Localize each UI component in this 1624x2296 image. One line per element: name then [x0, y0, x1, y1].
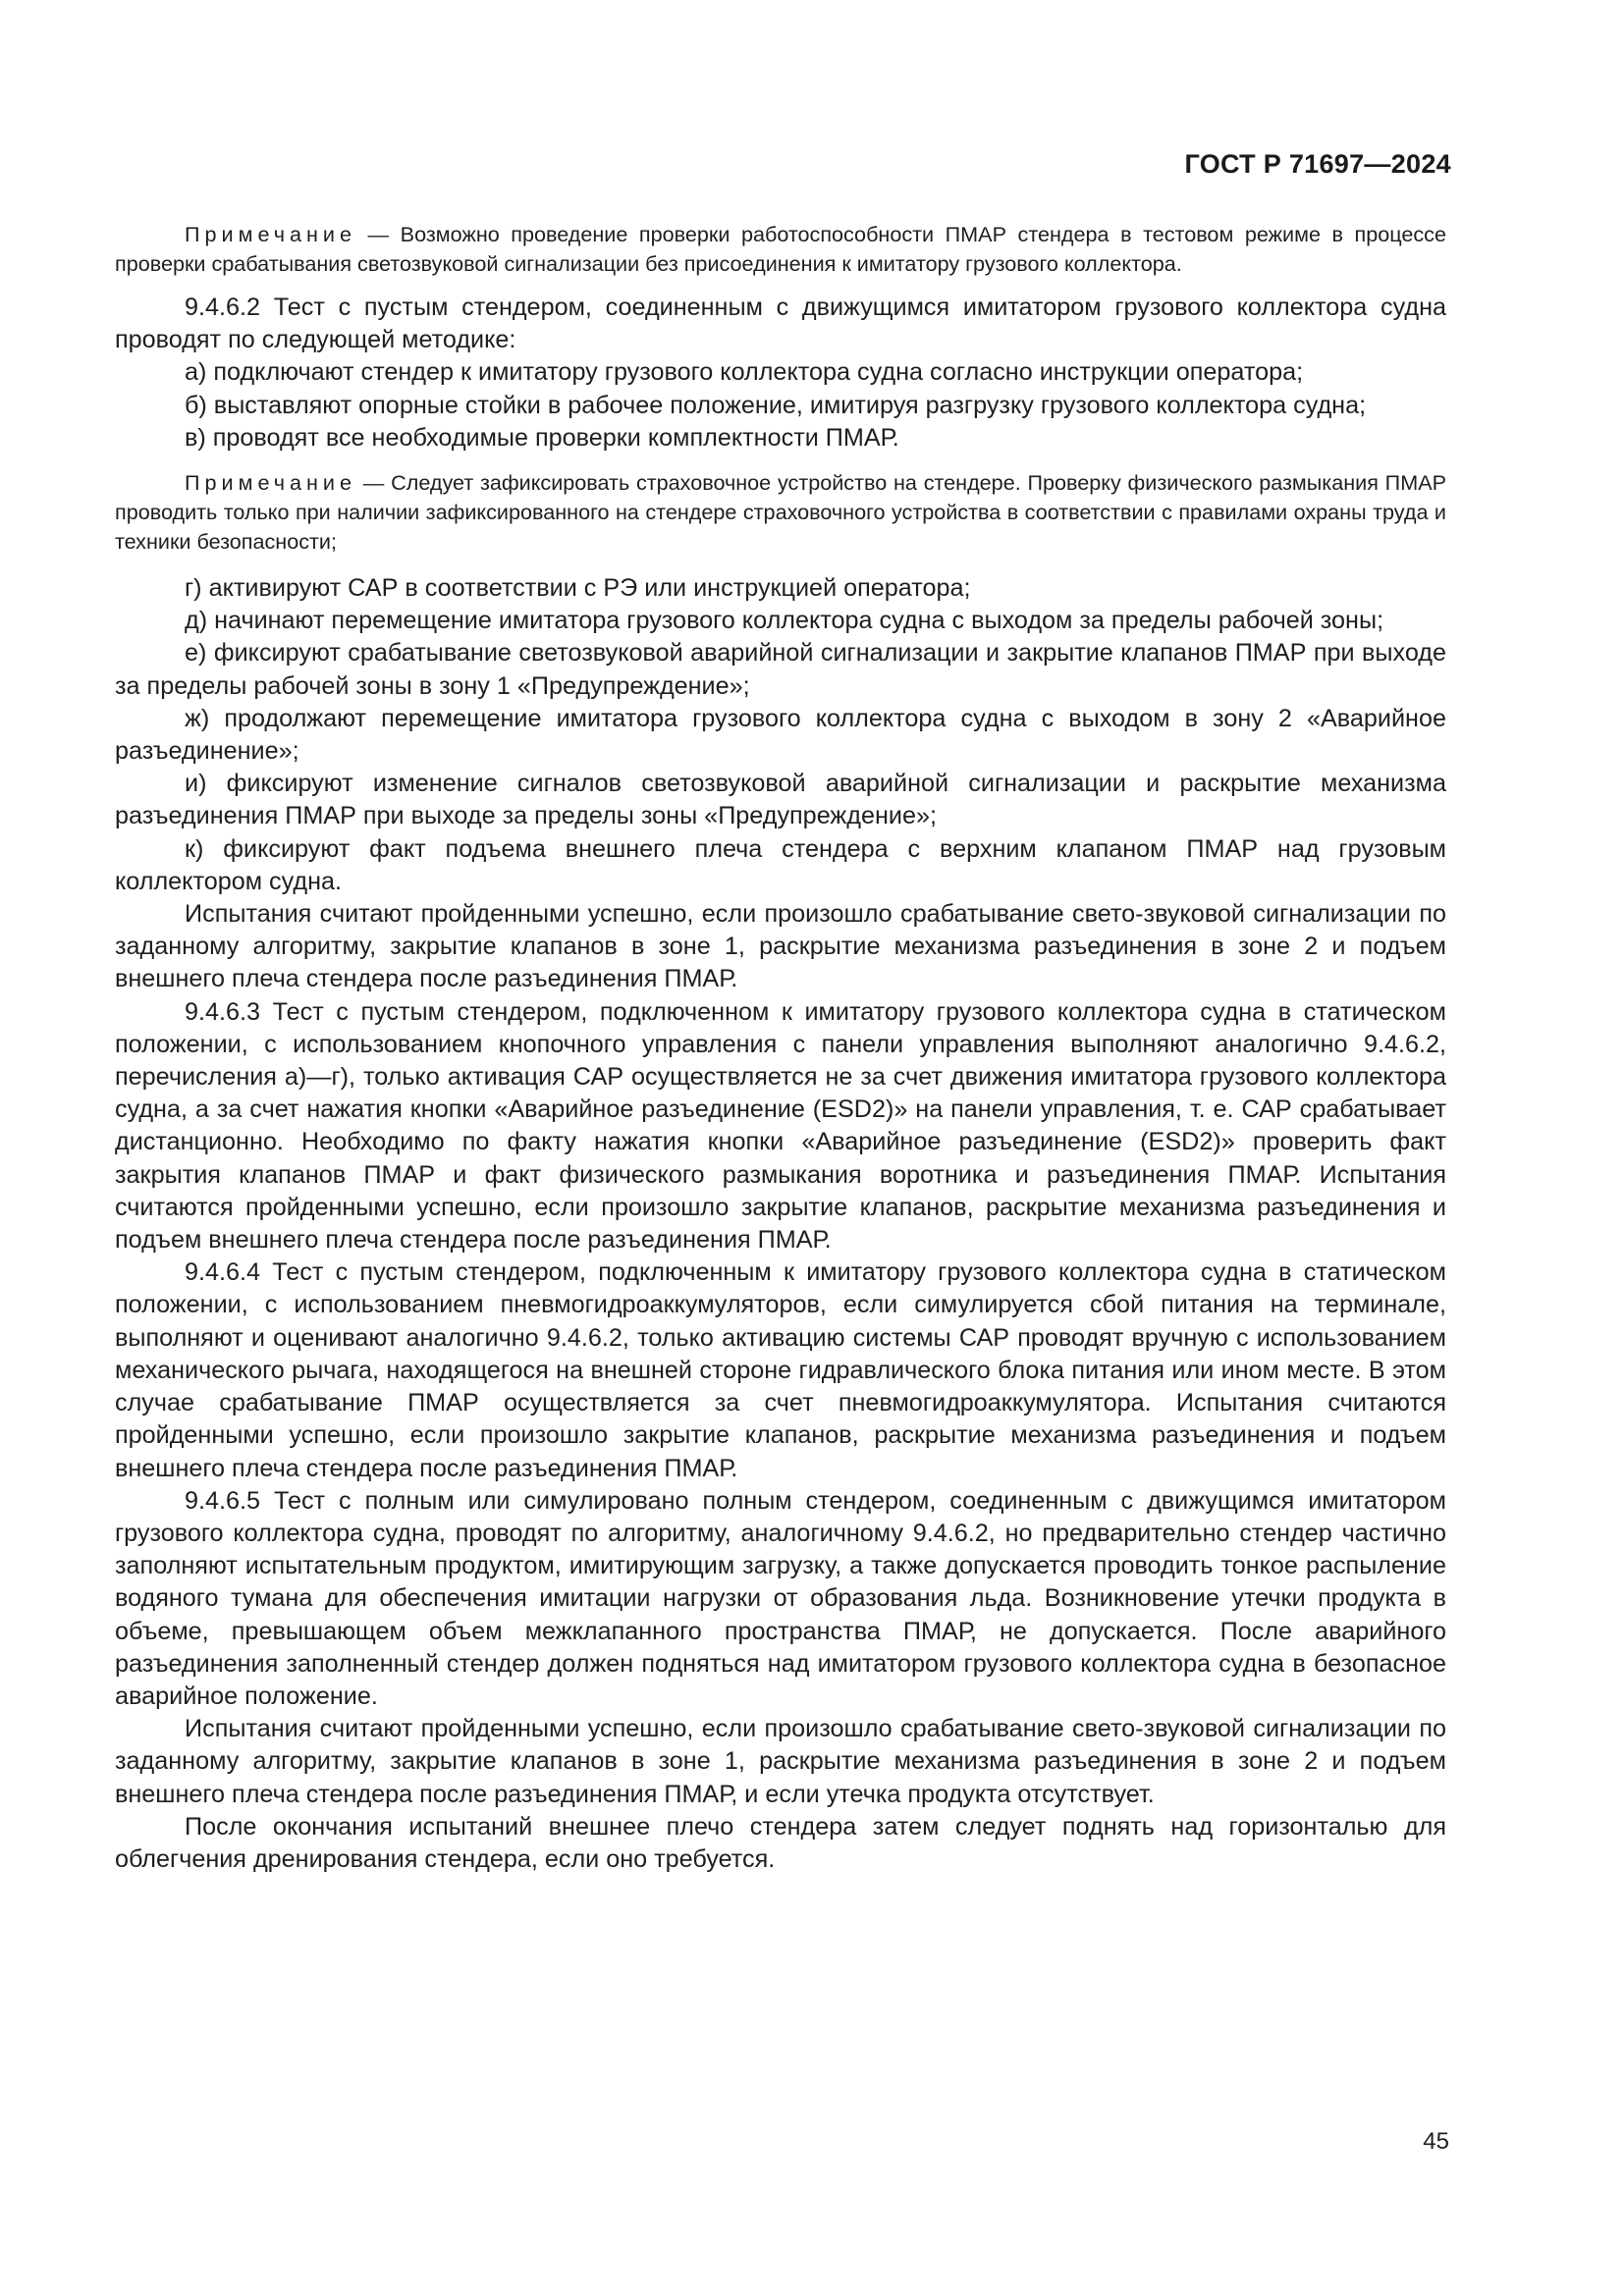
list-item-b: б) выставляют опорные стойки в рабочее положение, имитируя разгрузку грузового коллектора судна;: [185, 391, 1367, 419]
note-text: — Возможно проведение проверки работоспособности ПМАР стендера в тестовом режиме в процессе проверки срабатывания светозвуковой сигнализации без присоединения к имитатору грузового коллектора.: [115, 222, 1446, 276]
result-paragraph: Испытания считают пройденными успешно, если произошло срабатывание свето-звуковой сигнализации по заданному алгоритму, закрытие клапанов в зоне 1, раскрытие механизма разъединения в зоне 2 и подъем внешнего плеча стендера после разъединения ПМАР.: [115, 900, 1446, 993]
list-item-i: и) фиксируют изменение сигналов светозвуковой аварийной сигнализации и раскрытие механизма разъединения ПМАР при выходе за пределы зоны «Предупреждение»;: [115, 770, 1446, 830]
note-paragraph: [115, 468, 1446, 557]
section-9-4-6-2-intro: 9.4.6.2 Тест с пустым стендером, соединенным с движущимся имитатором грузового коллектора судна проводят по следующей методике:: [115, 294, 1446, 354]
section-9-4-6-3: 9.4.6.3 Тест с пустым стендером, подключенном к имитатору грузового коллектора судна в статическом положении, с использованием кнопочного управления с панели управления выполняют аналогично 9.4.6.2, перечисления а)—г), только активация САР осуществляется не за счет движения имитатора грузового коллектора судна, а за счет нажатия кнопки «Аварийное разъединение (ESD2)» на панели управления, т. е. САР срабатывает дистанционно. Необходимо по факту нажатия кнопки «Аварийное разъединение (ESD2)» проверить факт закрытия клапанов ПМАР и факт физического размыкания воротника и разъединения ПМАР. Испытания считаются пройденными успешно, если произошло закрытие клапанов, раскрытие механизма разъединения и подъем внешнего плеча стендера после разъединения ПМАР.: [115, 997, 1446, 1255]
result-paragraph: Испытания считают пройденными успешно, если произошло срабатывание свето-звуковой сигнализации по заданному алгоритму, закрытие клапанов в зоне 1, раскрытие механизма разъединения в зоне 2 и подъем внешнего плеча стендера после разъединения ПМАР, и если утечка продукта отсутствует.: [115, 1715, 1446, 1808]
list-item-e: е) фиксируют срабатывание светозвуковой аварийной сигнализации и закрытие клапанов ПМАР при выходе за пределы рабочей зоны в зону 1 «Предупреждение»;: [115, 639, 1446, 700]
list-item-v: в) проводят все необходимые проверки комплектности ПМАР.: [185, 423, 899, 452]
list-item-a: а) подключают стендер к имитатору грузового коллектора судна согласно инструкции оператора;: [185, 358, 1304, 387]
list-item-d: д) начинают перемещение имитатора грузового коллектора судна с выходом за пределы рабочей зоны;: [185, 607, 1384, 635]
document-body: [115, 220, 1446, 1876]
note-text: — Следует зафиксировать страховочное устройство на стендере. Проверку физического размыкания ПМАР проводить только при наличии зафиксированного на стендере страховочного устройства в соответствии с правилами охраны труда и техники безопасности;: [115, 470, 1446, 555]
note-label: Примечание: [185, 470, 356, 496]
document-standard-number: ГОСТ Р 71697—2024: [1184, 149, 1451, 179]
final-paragraph: После окончания испытаний внешнее плечо стендера затем следует поднять над горизонталью для облегчения дренирования стендера, если оно требуется.: [115, 1812, 1446, 1873]
note-label: Примечание: [185, 222, 356, 246]
list-item-k: к) фиксируют факт подъема внешнего плеча стендера с верхним клапаном ПМАР над грузовым коллектором судна.: [115, 834, 1446, 895]
list-item-g: г) активируют САР в соответствии с РЭ или инструкцией оператора;: [185, 574, 971, 603]
note-paragraph: [115, 220, 1446, 279]
section-9-4-6-5: 9.4.6.5 Тест с полным или симулировано полным стендером, соединенным с движущимся имитатором грузового коллектора судна, проводят по алгоритму, аналогичному 9.4.6.2, но предварительно стендер частично заполняют испытательным продуктом, имитирующим загрузку, а также допускается проводить тонкое распыление водяного тумана для обеспечения имитации нагрузки от образования льда. Возникновение утечки продукта в объеме, превышающем объем межклапанного пространства ПМАР, не допускается. После аварийного разъединения заполненный стендер должен подняться над имитатором грузового коллектора судна в безопасное аварийное положение.: [115, 1486, 1446, 1710]
list-item-zh: ж) продолжают перемещение имитатора грузового коллектора судна с выходом в зону 2 «Аварийное разъединение»;: [115, 704, 1446, 766]
section-9-4-6-4: 9.4.6.4 Тест с пустым стендером, подключенным к имитатору грузового коллектора судна в статическом положении, с использованием пневмогидроаккумуляторов, если симулируется сбой питания на терминале, выполняют и оценивают аналогично 9.4.6.2, только активацию системы САР проводят вручную с использованием механического рычага, находящегося на внешней стороне гидравлического блока питания или ином месте. В этом случае срабатывание ПМАР осуществляется за счет пневмогидроаккумулятора. Испытания считаются пройденными успешно, если произошло закрытие клапанов, раскрытие механизма разъединения и подъем внешнего плеча стендера после разъединения ПМАР.: [115, 1258, 1446, 1482]
page-number: 45: [1423, 2128, 1449, 2155]
